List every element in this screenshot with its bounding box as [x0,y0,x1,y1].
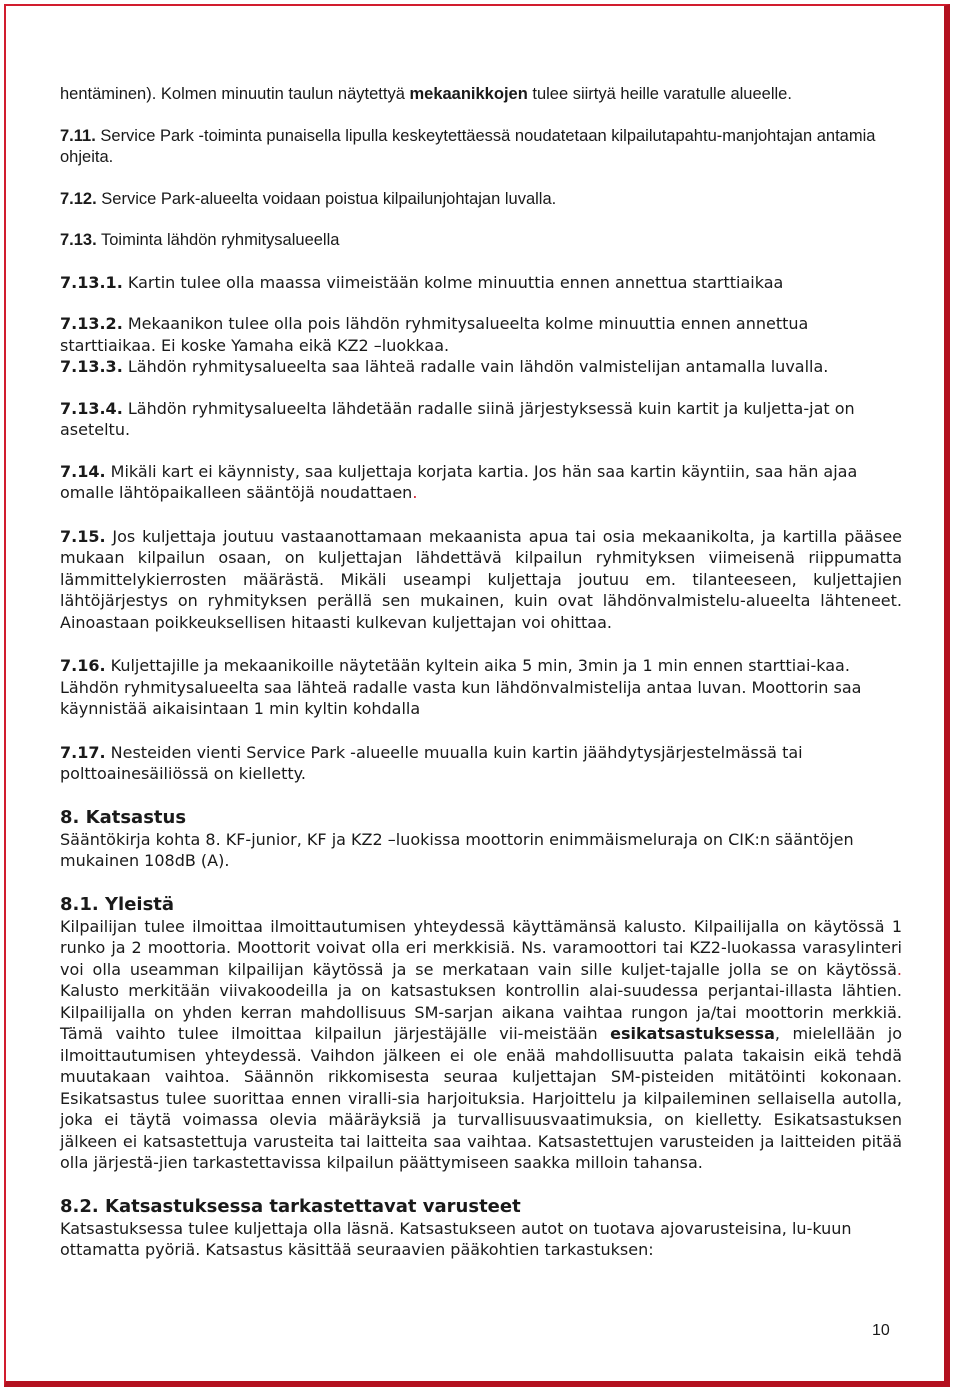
paragraph-7-13-4: 7.13.4. Lähdön ryhmitysalueelta lähdetään radalle siinä järjestyksessä kuin kartit ja kuljetta-jat on aseteltu. [60,398,855,439]
paragraph-7-17: 7.17. Nesteiden vienti Service Park -alueelle muualla kuin kartin jäähdytysjärjestelmässä tai polttoainesäiliössä on kielletty. [60,742,803,783]
page-number: 10 [872,1322,890,1339]
paragraph-intro: hentäminen). Kolmen minuutin taulun näytettyä mekaanikkojen tulee siirtyä heille varatulle alueelle. [60,85,792,103]
paragraph-7-13-3: 7.13.3. Lähdön ryhmitysalueelta saa lähteä radalle vain lähdön valmistelijan antamalla luvalla. [60,357,829,376]
paragraph-section-8-1: Kilpailijan tulee ilmoittaa ilmoittautumisen yhteydessä käyttämänsä kalusto. Kilpailijalla on käytössä 1 runko ja 2 moottoria. Moottorit voivat olla eri merkkisiä. Ns. varamoottori tai KZ2-luokassa varasylinteri voi olla useamman kilpailijan käytössä ja se merkataan vain sille kuljet-tajalle jolla se on käytössä. Kalusto merkitään viivakoodeilla ja on katsastuksen kontrollin alai-suudessa perjantai-illasta lähtien. Kilpailijalla on yhden kerran mahdollisuus SM-sarjan aikana vaihtaa rungon ja/tai moottorin merkkiä. Tämä vaihto tulee ilmoittaa kilpailun järjestäjälle vii-meistään esikatsastuksessa, mielellään jo ilmoittautumisen yhteydessä. Vaihdon jälkeen ei ole enää mahdollisuutta palata takaisin eikä tehdä muutakaan vaihtoa. Säännön rikkomisesta seuraa kuljettajan SM-pisteiden mitätöinti kokonaan. Esikatsastus tulee suorittaa ennen viralli-sia harjoituksia. Harjoittelu ja kilpaileminen sellaisella autolla, joka ei täytä voimassa olevia määräyksiä ja turvallisuusvaatimuksia, on kielletty. Esikatsastuksen jälkeen ei katsastettuja varusteita tai laitteita saa vaihtaa. Katsastettujen varusteiden ja laitteiden pitää olla järjestä-jien tarkastettavissa kilpailun päättymiseen saakka milloin tahansa. [60,916,902,1172]
paragraph-7-13-2: 7.13.2. Mekaanikon tulee olla pois lähdön ryhmitysalueelta kolme minuuttia ennen annettua starttiaikaa. Ei koske Yamaha eikä KZ2 –luokkaa. [60,314,809,355]
document-body [60,84,902,1261]
heading-section-8-2: 8.2. Katsastuksessa tarkastettavat varusteet [60,1195,521,1217]
heading-7-13: 7.13. Toiminta lähdön ryhmitysalueella [60,231,340,249]
heading-section-8-1: 8.1. Yleistä [60,893,175,915]
paragraph-section-8-2: Katsastuksessa tulee kuljettaja olla läsnä. Katsastukseen autot on tuotava ajovarusteisina, lu-kuun ottamatta pyöriä. Katsastus käsittää seuraavien pääkohtien tarkastuksen: [60,1218,852,1259]
paragraph-section-8: Sääntökirja kohta 8. KF-junior, KF ja KZ2 –luokissa moottorin enimmäismeluraja on CIK:n sääntöjen mukainen 108dB (A). [60,829,854,870]
paragraph-7-16: 7.16. Kuljettajille ja mekaanikoille näytetään kyltein aika 5 min, 3min ja 1 min ennen starttiai-kaa. Lähdön ryhmitysalueelta saa lähteä radalle vasta kun lähdönvalmistelija antaa luvan. Moottorin saa käynnistää aikaisintaan 1 min kyltin kohdalla [60,656,862,718]
heading-section-8: 8. Katsastus [60,806,187,828]
paragraph-7-14: 7.14. Mikäli kart ei käynnisty, saa kuljettaja korjata kartia. Jos hän saa kartin käyntiin, saa hän ajaa omalle lähtöpaikalleen sääntöjä noudattaen. [60,461,858,502]
paragraph-7-15: 7.15. Jos kuljettaja joutuu vastaanottamaan mekaanista apua tai osia mekaanikolta, ja kartilla pääsee mukaan kilpailun osaan, on kuljettajan lähdettävä kilpailun ryhmityksen viimeisenä riippumatta lämmittelykierrosten määrästä. Mikäli useampi kuljettaja joutuu em. tilanteeseen, kuljettajien lähtöjärjestys on ryhmityksen perällä sen mukainen, kuin ovat lähdönvalmistelu-alueelta lähteneet. Ainoastaan poikkeuksellisen hitaasti kulkevan kuljettajan voi ohittaa. [60,526,902,632]
paragraph-7-13-1: 7.13.1. Kartin tulee olla maassa viimeistään kolme minuuttia ennen annettua starttiaikaa [60,272,784,292]
paragraph-7-12: 7.12. Service Park-alueelta voidaan poistua kilpailunjohtajan luvalla. [60,189,557,208]
paragraph-7-11: 7.11. Service Park -toiminta punaisella lipulla keskeytettäessä noudatetaan kilpailutapahtu-manjohtajan antamia ohjeita. [60,126,876,166]
